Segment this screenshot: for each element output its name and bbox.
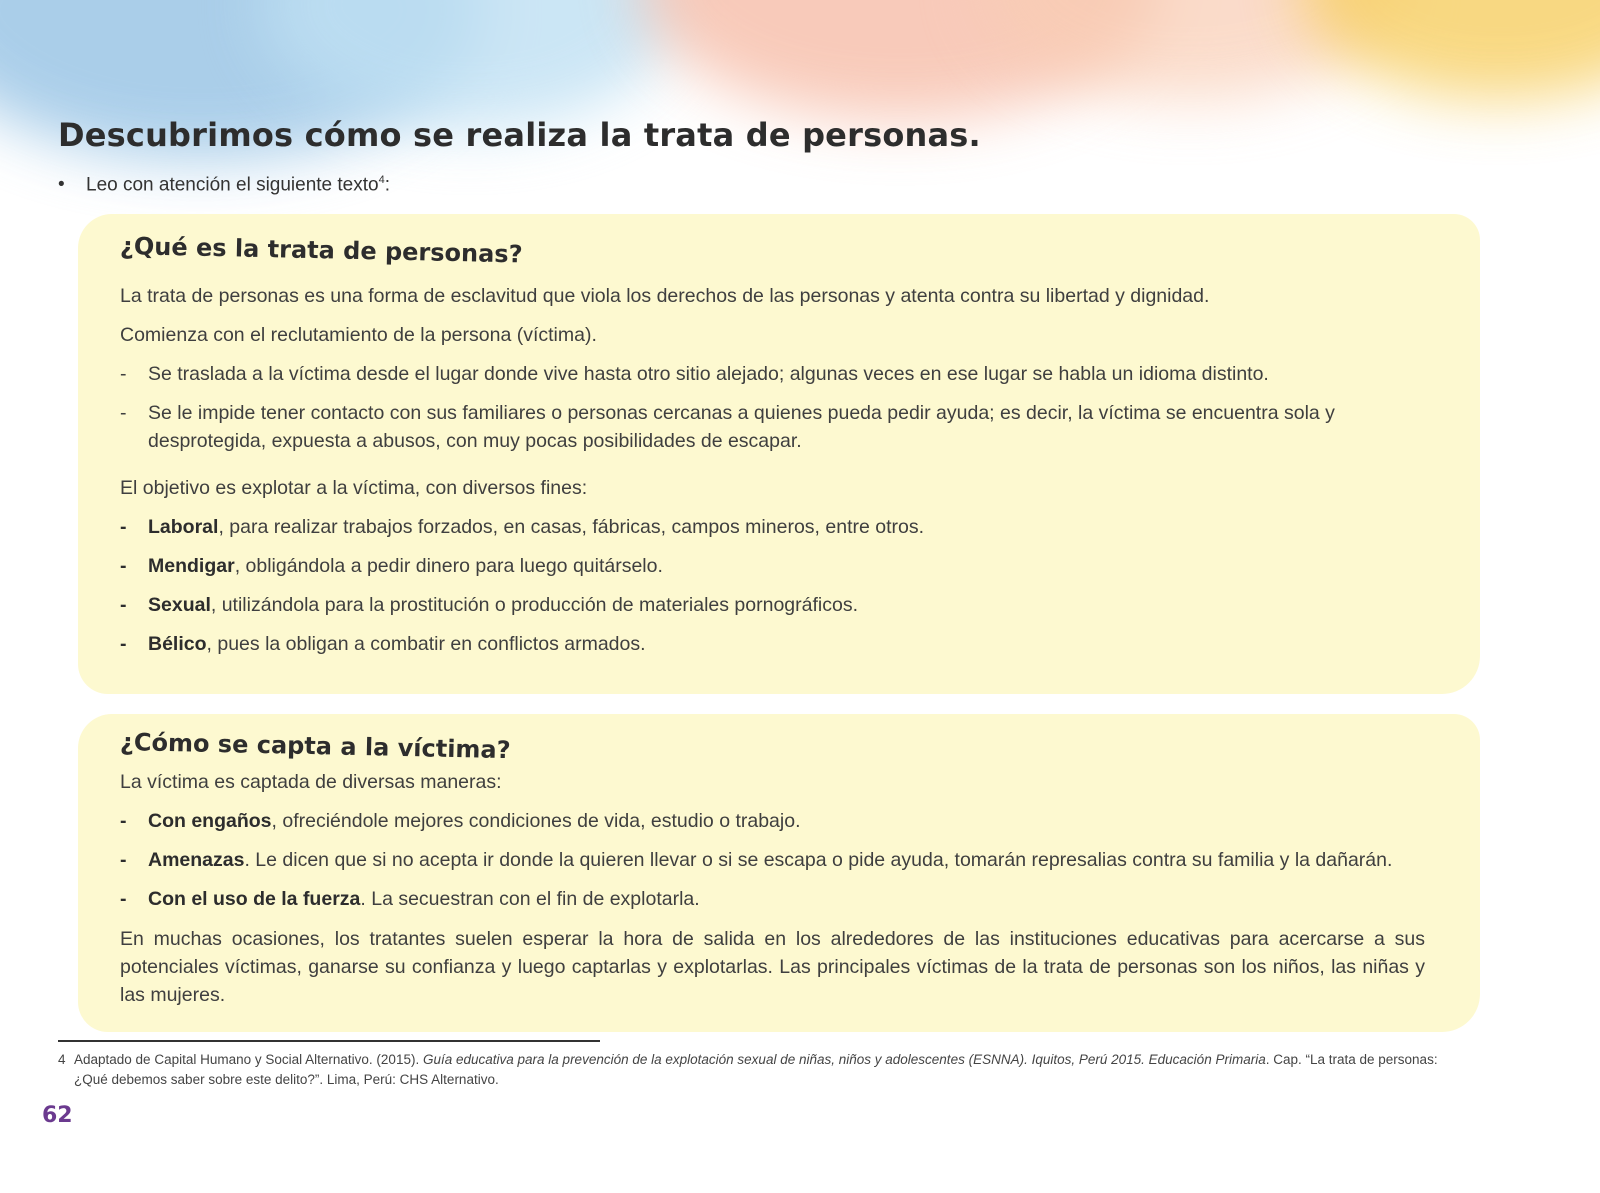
term-description: . Le dicen que si no acepta ir donde la quieren llevar o si se escapa o pide ayuda, tomarán represalias contra su familia y la dañarán. [244, 849, 1393, 871]
dash-marker: - [120, 516, 127, 538]
term: Sexual [148, 594, 211, 616]
dash-marker: - [120, 633, 127, 655]
section-heading-what-is: ¿Qué es la trata de personas? [119, 232, 523, 269]
dash-marker: - [120, 594, 127, 616]
section-heading-how-captured: ¿Cómo se capta a la víctima? [119, 728, 511, 765]
list-item [120, 846, 1425, 874]
list-item [120, 552, 1425, 580]
term: Con engaños [148, 810, 272, 832]
footnote-number: 4 [58, 1052, 66, 1067]
dash-marker: - [120, 363, 127, 385]
dash-marker: - [120, 849, 127, 871]
footnote-text: . Cap. “La trata de personas: ¿Qué debemos saber sobre este delito?”. Lima, Perú: CHS Alternativo. [74, 1052, 1438, 1087]
page-title: Descubrimos cómo se realiza la trata de personas. [58, 116, 981, 154]
paragraph: La víctima es captada de diversas maneras: [120, 771, 502, 793]
page-number: 62 [42, 1103, 73, 1128]
paragraph: La trata de personas es una forma de esclavitud que viola los derechos de las personas y atenta contra su libertad y dignidad. [120, 285, 1210, 307]
footnote-title: Guía educativa para la prevención de la explotación sexual de niñas, niños y adolescentes (ESNNA). Iquitos, Perú 2015. Educación Primaria [422, 1052, 1266, 1067]
list-item-text: Se traslada a la víctima desde el lugar donde vive hasta otro sitio alejado; algunas veces en ese lugar se habla un idioma distinto. [148, 363, 1269, 385]
paragraph: En muchas ocasiones, los tratantes suelen esperar la hora de salida en los alrededores de las instituciones educativas para acercarse a sus potenciales víctimas, ganarse su confianza y luego captarlas y explotarlas. Las principales víctimas de la trata de personas son los niños, las niñas y las mujeres. [120, 928, 1425, 1006]
term-description: , pues la obligan a combatir en conflictos armados. [206, 633, 646, 655]
list-item [120, 591, 1425, 619]
footnote [58, 1050, 1458, 1090]
term-description: , ofreciéndole mejores condiciones de vida, estudio o trabajo. [271, 810, 801, 832]
list-item [120, 513, 1425, 541]
term-description: , para realizar trabajos forzados, en casas, fábricas, campos mineros, entre otros. [218, 516, 925, 538]
list-item [120, 885, 1425, 913]
term: Laboral [148, 516, 219, 538]
dash-marker: - [120, 555, 127, 577]
intro-colon: : [384, 174, 391, 196]
intro-text: Leo con atención el siguiente texto [86, 174, 379, 196]
term-description: , obligándola a pedir dinero para luego quitárselo. [234, 555, 663, 577]
list-item [120, 399, 1425, 455]
watercolor-yellow [1300, 0, 1600, 100]
term: Bélico [148, 633, 207, 655]
bullet: • [58, 174, 65, 196]
paragraph: El objetivo es explotar a la víctima, con diversos fines: [120, 477, 588, 499]
term-description: . La secuestran con el fin de explotarla. [360, 888, 700, 910]
list-item-text: Se le impide tener contacto con sus familiares o personas cercanas a quienes pueda pedir ayuda; es decir, la víctima se encuentra sola y desprotegida, expuesta a abusos, con muy pocas posibilidades de escapar. [148, 402, 1335, 452]
list-item [120, 807, 1425, 835]
dash-marker: - [120, 888, 127, 910]
list-item [120, 360, 1425, 388]
term: Mendigar [148, 555, 235, 577]
term: Amenazas [148, 849, 245, 871]
term: Con el uso de la fuerza [148, 888, 361, 910]
footnote-divider [58, 1040, 600, 1042]
list-item [120, 630, 1425, 658]
paragraph: Comienza con el reclutamiento de la persona (víctima). [120, 324, 597, 346]
term-description: , utilizándola para la prostitución o producción de materiales pornográficos. [210, 594, 858, 616]
footnote-ref: 4 [378, 174, 385, 186]
dash-marker: - [120, 810, 127, 832]
intro-instruction [58, 174, 390, 196]
footnote-text: Adaptado de Capital Humano y Social Alternativo. (2015). [74, 1052, 423, 1067]
dash-marker: - [120, 402, 127, 424]
